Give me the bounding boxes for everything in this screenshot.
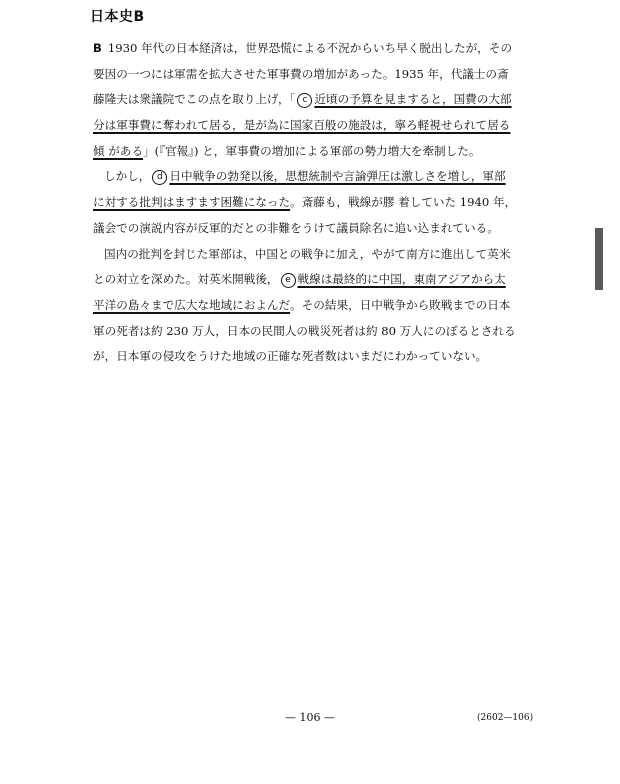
passage-line [93, 319, 533, 345]
passage-line [93, 216, 533, 242]
passage-line [93, 190, 533, 216]
underlined-passage-e: 戦線は最終的に中国，東南アジアから太 [297, 272, 506, 287]
text-span: しかし， [104, 169, 151, 184]
passage-line [93, 267, 533, 293]
text-span: 藤隆夫は衆議院でこの点を取り上げ，「 [93, 92, 296, 107]
underlined-passage-e: 平洋の島々まで広大な地域におよんだ [93, 297, 291, 312]
section-label: B [93, 41, 102, 55]
underlined-passage-c: 傾 がある [93, 143, 144, 158]
passage-line [93, 293, 533, 319]
text-span: 1930 年代の日本経済は，世界恐慌による不況からいち早く脱出したが，その [107, 41, 513, 55]
passage-line [93, 164, 533, 190]
passage-line [93, 36, 533, 62]
side-tab-marker [595, 228, 603, 290]
passage-line [93, 139, 533, 165]
passage-line [93, 113, 533, 139]
text-span: 要因の一つには軍需を拡大させた軍事費の増加があった。1935 年，代議士の斎 [93, 66, 509, 81]
text-span: 議会での演説内容が反軍的だとの非難をうけて議員除名に追い込まれている。 [93, 220, 499, 235]
passage-line [93, 344, 533, 370]
passage-line [93, 62, 533, 88]
underlined-passage-c: 分は軍事費に奪われて居る，是が為に国家百般の施設は，寧ろ軽視せられて居る [93, 118, 511, 133]
underlined-passage-c: 近頃の予算を見ますると，国費の大部 [314, 92, 512, 107]
passage-line [93, 87, 533, 113]
page-code: (2602—106) [477, 713, 534, 723]
page-number: — 106 — [285, 711, 335, 724]
text-span: 軍の死者は約 230 万人，日本の民間人の戦災死者は約 80 万人にのぼるとされる [93, 323, 516, 338]
marker-e: e [281, 273, 296, 288]
marker-c: c [297, 93, 312, 108]
text-span: との対立を深めた。対英米開戦後， [93, 272, 279, 287]
underlined-passage-d: に対する批判はますます困難になった [93, 195, 291, 210]
text-span: 」(『官報』) と，軍事費の増加による軍部の勢力増大を牽制した。 [143, 143, 481, 158]
underlined-passage-d: 日中戦争の勃発以後，思想統制や言論弾圧は激しさを増し，軍部 [169, 169, 506, 184]
marker-d: d [152, 170, 167, 185]
text-span: 。斎藤も，戦線が膠 着していた 1940 年， [290, 195, 517, 210]
text-span: 国内の批判を封じた軍部は，中国との戦争に加え，やがて南方に進出して英米 [104, 246, 511, 261]
passage-line [93, 242, 533, 268]
passage [93, 36, 533, 370]
text-span: が，日本軍の侵攻をうけた地域の正確な死者数はいまだにわかっていない。 [93, 349, 488, 364]
text-span: 。その結果，日中戦争から敗戦までの日本 [290, 297, 511, 312]
page-title: 日本史B [90, 9, 145, 25]
